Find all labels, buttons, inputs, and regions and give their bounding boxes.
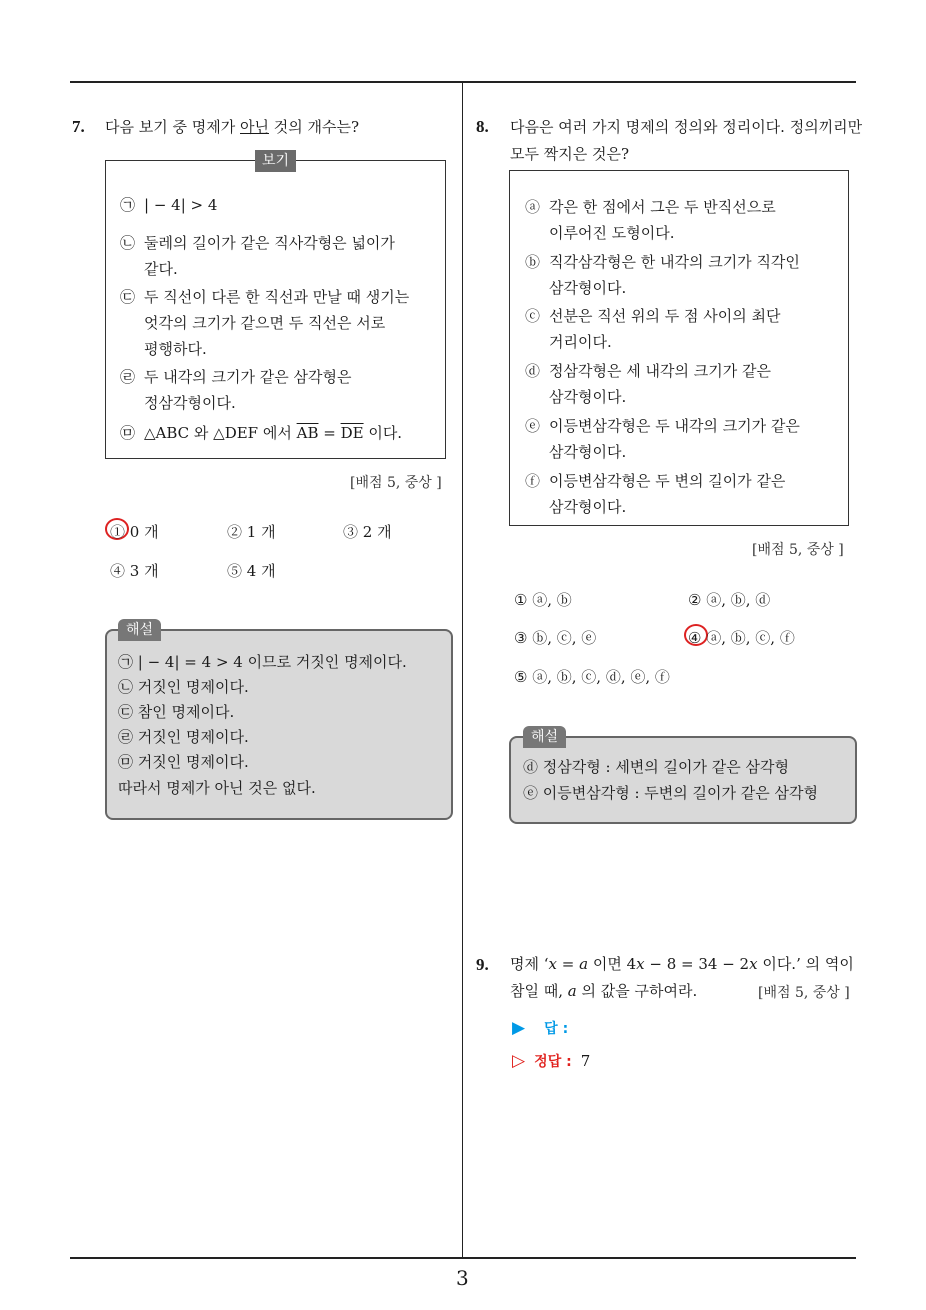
q8-number: 8. bbox=[476, 117, 489, 136]
column-divider bbox=[462, 82, 463, 1258]
q8-item-c: ⓒ 선분은 직선 위의 두 점 사이의 최단 거리이다. bbox=[525, 307, 781, 351]
q9-score: [배점 5, 중상 ] bbox=[758, 985, 850, 1001]
q7-number: 7. bbox=[72, 117, 85, 136]
answer-arrow-icon: ▶ bbox=[512, 1018, 526, 1038]
top-rule bbox=[70, 81, 856, 83]
q7-explanation-label: 해설 bbox=[118, 619, 161, 641]
q8-explanation-label: 해설 bbox=[523, 726, 566, 748]
q7-explanation-line: ㉡ 거짓인 명제이다. bbox=[118, 678, 249, 696]
q7-item-4: ㉣ 두 내각의 크기가 같은 삼각형은 정삼각형이다. bbox=[120, 368, 352, 412]
q8-explanation-box bbox=[509, 736, 857, 824]
q7-option-3[interactable]: ③ 2 개 bbox=[343, 523, 392, 541]
q9-prompt-line-1: 명제 ‘x = a 이면 4x − 8 = 34 − 2x 이다.’ 의 역이 bbox=[510, 955, 854, 973]
q8-option-4[interactable]: ④ ⓐ, ⓑ, ⓒ, ⓕ bbox=[688, 629, 795, 647]
q8-item-a: ⓐ 각은 한 점에서 그은 두 반직선으로 이루어진 도형이다. bbox=[525, 198, 776, 242]
answer-input[interactable] bbox=[573, 1015, 773, 1033]
q8-item-b: ⓑ 직각삼각형은 한 내각의 크기가 직각인 삼각형이다. bbox=[525, 253, 800, 297]
q8-option-5[interactable]: ⑤ ⓐ, ⓑ, ⓒ, ⓓ, ⓔ, ⓕ bbox=[514, 668, 670, 686]
page-number: 3 bbox=[456, 1266, 469, 1290]
q7-option-4[interactable]: ④ 3 개 bbox=[110, 562, 159, 580]
q8-item-f: ⓕ 이등변삼각형은 두 변의 길이가 같은 삼각형이다. bbox=[525, 472, 786, 516]
q8-item-e: ⓔ 이등변삼각형은 두 내각의 크기가 같은 삼각형이다. bbox=[525, 417, 800, 461]
q8-option-1[interactable]: ① ⓐ, ⓑ bbox=[514, 591, 572, 609]
q7-option-5[interactable]: ⑤ 4 개 bbox=[227, 562, 276, 580]
q7-explanation-line: ㉢ 참인 명제이다. bbox=[118, 703, 235, 721]
q7-option-1[interactable]: ① 0 개 bbox=[110, 523, 159, 541]
q7-item-5: ㉤ △ABC 와 △DEF 에서 $\overline{AB} = \overline{DE}$ 이다. bbox=[120, 424, 403, 442]
q9-correct-row bbox=[512, 1051, 590, 1071]
bottom-rule bbox=[70, 1257, 856, 1259]
q7-option-2[interactable]: ② 1 개 bbox=[227, 523, 276, 541]
q9-answer-row bbox=[512, 1015, 773, 1038]
q7-item-2: ㉡ 둘레의 길이가 같은 직사각형은 넓이가 같다. bbox=[120, 234, 395, 278]
q8-prompt: 다음은 여러 가지 명제의 정의와 정리이다. 정의끼리만 모두 짝지은 것은? bbox=[510, 118, 863, 163]
q8-option-2[interactable]: ② ⓐ, ⓑ, ⓓ bbox=[688, 591, 771, 609]
q7-item-3: ㉢ 두 직선이 다른 한 직선과 만날 때 생기는 엇각의 크기가 같으면 두 직선은 서로 평행하다. bbox=[120, 288, 410, 358]
answer-label: 답 : bbox=[544, 1021, 569, 1037]
q7-explanation-line: 따라서 명제가 아닌 것은 없다. bbox=[118, 779, 316, 797]
q8-item-d: ⓓ 정삼각형은 세 내각의 크기가 같은 삼각형이다. bbox=[525, 362, 771, 406]
q8-explanation-line: ⓔ 이등변삼각형 : 두변의 길이가 같은 삼각형 bbox=[523, 784, 818, 802]
q7-explanation-line: ㉣ 거짓인 명제이다. bbox=[118, 728, 249, 746]
q9-number: 9. bbox=[476, 955, 489, 974]
q8-explanation-line: ⓓ 정삼각형 : 세변의 길이가 같은 삼각형 bbox=[523, 758, 790, 776]
correct-answer-value: 7 bbox=[580, 1052, 591, 1070]
q8-option-3[interactable]: ③ ⓑ, ⓒ, ⓔ bbox=[514, 629, 597, 647]
q9-prompt-line-2: 참일 때, a 의 값을 구하여라. bbox=[510, 982, 698, 1000]
correct-arrow-icon: ▷ bbox=[512, 1051, 526, 1071]
q7-item-1: ㉠ | − 4| > 4 bbox=[120, 196, 218, 214]
q7-explanation-line: ㉤ 거짓인 명제이다. bbox=[118, 753, 249, 771]
q7-score: [배점 5, 중상 ] bbox=[350, 475, 442, 491]
q7-box-label: 보기 bbox=[255, 150, 296, 172]
correct-answer-label: 정답 : bbox=[534, 1054, 572, 1070]
q8-score: [배점 5, 중상 ] bbox=[752, 542, 844, 558]
q7-prompt: 다음 보기 중 명제가 아닌 것의 개수는? bbox=[105, 118, 360, 136]
q7-explanation-line: ㉠ | − 4| = 4 > 4 이므로 거짓인 명제이다. bbox=[118, 653, 407, 671]
